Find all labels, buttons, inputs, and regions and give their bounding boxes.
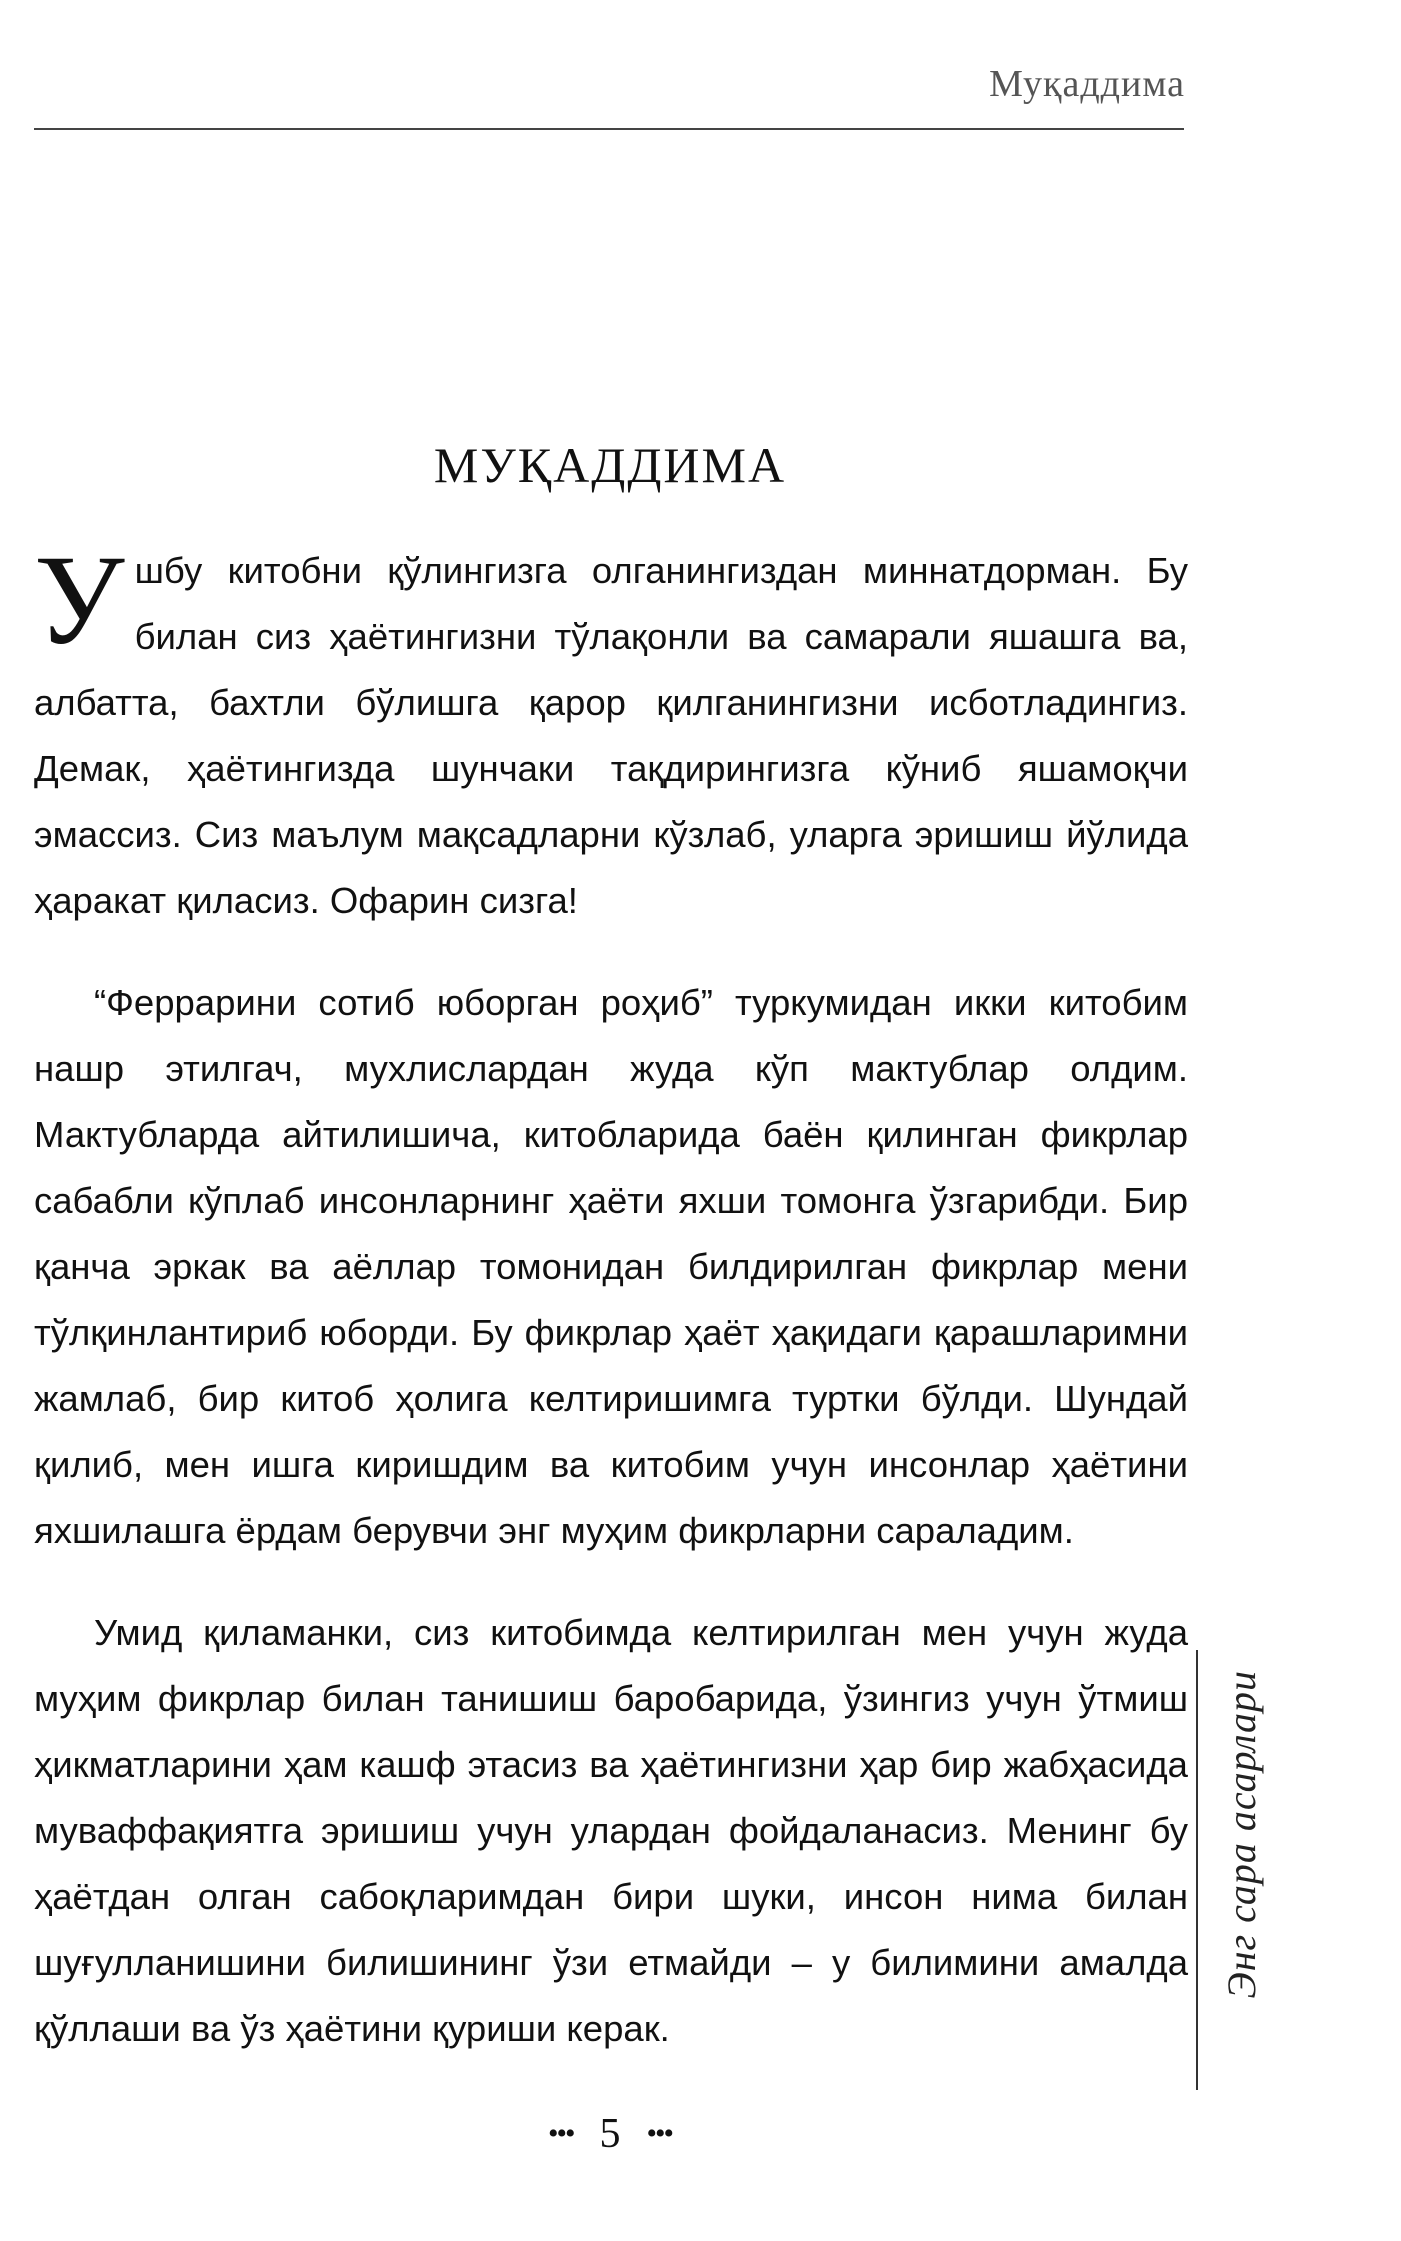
- running-header: Муқаддима: [989, 63, 1185, 105]
- book-series-title: Энг сара асарлари: [1219, 1670, 1264, 1999]
- left-ornament: •••: [547, 2117, 574, 2150]
- page-footer: [0, 2110, 1220, 2158]
- page-number: 5: [599, 2111, 621, 2157]
- drop-cap: У: [34, 529, 125, 671]
- chapter-title: МУҚАДДИМА: [433, 437, 787, 493]
- header-rule: [34, 128, 1184, 130]
- paragraph-1-text: шбу китобни қўлингизга олганингиздан миннатдорман. Бу билан сиз ҳаётингизни тўлақонли ва самарали яшашга ва, албатта, бахтли бўлишга қарор қилганингизни исботладингиз. Демак, ҳаётингизда шунчаки тақдирингизга кўниб яшамоқчи эмассиз. Сиз маълум мақсадларни кўзлаб, уларга эришиш йўлида ҳаракат қиласиз. Офарин сизга!: [34, 550, 1188, 921]
- side-tab: [1196, 1650, 1278, 2090]
- paragraph-2: “Феррарини сотиб юборган роҳиб” туркумидан икки китобим нашр этилгач, мухлислардан жуда кўп мактублар олдим. Мактубларда айтилишича, китобларида баён қилинган фикрлар сабабли кўплаб инсонларнинг ҳаёти яхши томонга ўзгарибди. Бир қанча эркак ва аёллар томонидан билдирилган фикрлар мени тўлқинлантириб юборди. Бу фикрлар ҳаёт ҳақидаги қарашларимни жамлаб, бир китоб ҳолига келтиришимга туртки бўлди. Шундай қилиб, мен ишга киришдим ва китобим учун инсонлар ҳаётини яхшилашга ёрдам берувчи энг муҳим фикрларни сараладим.: [34, 982, 1188, 1551]
- right-ornament: •••: [646, 2117, 673, 2150]
- paragraph-3: Умид қиламанки, сиз китобимда келтирилган мен учун жуда муҳим фикрлар билан танишиш баробарида, ўзингиз учун ўтмиш ҳикматларини ҳам кашф этасиз ва ҳаётингизни ҳар бир жабҳасида муваффақиятга эришиш учун улардан фойдаланасиз. Менинг бу ҳаётдан олган сабоқларимдан бири шуки, инсон нима билан шуғулланишини билишининг ўзи етмайди – у билимини амалда қўллаши ва ўз ҳаётини қуриши керак.: [34, 1612, 1188, 2049]
- body-text: [34, 529, 1188, 2062]
- paragraph-1: [34, 529, 1188, 934]
